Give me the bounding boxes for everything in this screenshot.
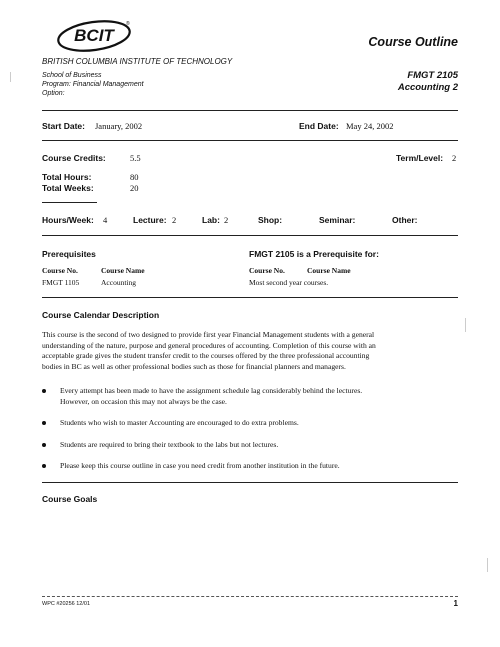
calendar-line: acceptable grade gives the student transfer credit to the courses offered by the three professional accounting — [42, 351, 370, 361]
divider — [42, 110, 458, 111]
start-date-label: Start Date: — [42, 121, 85, 131]
prereq-for-col-course-no: Course No. — [249, 266, 285, 275]
start-date-value: January, 2002 — [95, 121, 143, 131]
lab-value: 2 — [224, 215, 229, 225]
prereq-for-col-course-name: Course Name — [307, 266, 351, 275]
page-number: 1 — [453, 599, 458, 608]
divider — [42, 140, 458, 141]
course-name: Accounting 2 — [397, 82, 458, 93]
end-date-value: May 24, 2002 — [346, 121, 394, 131]
bullet-dot — [42, 443, 46, 447]
scan-mark — [465, 318, 466, 332]
document-title: Course Outline — [368, 35, 458, 49]
bullet-text: Every attempt has been made to have the assignment schedule lag considerably behind the lectures. — [60, 386, 363, 395]
bcit-logo — [54, 16, 132, 54]
divider — [42, 235, 458, 236]
course-code-block — [398, 70, 458, 94]
total-weeks-value: 20 — [130, 183, 139, 193]
form-id: WPC #20256 12/01 — [42, 601, 91, 607]
prereq-course-name: Accounting — [101, 278, 136, 287]
bullet-text: Students are required to bring their textbook to the labs but not lectures. — [60, 440, 279, 449]
school-block — [42, 71, 144, 98]
hours-per-week-label: Hours/Week: — [42, 215, 94, 225]
logo-text: BCIT — [74, 26, 114, 45]
total-hours-label: Total Hours: — [42, 172, 92, 182]
bullet-dot — [42, 421, 46, 425]
calendar-description — [42, 330, 460, 372]
divider — [42, 297, 458, 298]
option-label: Option: — [42, 90, 65, 97]
lecture-label: Lecture: — [133, 215, 167, 225]
school-name: School of Business — [42, 72, 102, 79]
divider — [42, 482, 458, 483]
scan-mark — [487, 558, 488, 572]
hours-per-week-value: 4 — [103, 215, 108, 225]
institution-name: BRITISH COLUMBIA INSTITUTE OF TECHNOLOGY — [42, 57, 233, 66]
bullet-text: Students who wish to master Accounting are encouraged to do extra problems. — [60, 418, 299, 427]
term-level-label: Term/Level: — [396, 153, 444, 163]
bullet-item — [42, 461, 460, 472]
bullet-text: However, on occasion this may not always be the case. — [60, 396, 227, 406]
prereq-for-note: Most second year courses. — [249, 278, 329, 287]
bullet-item — [42, 386, 460, 407]
total-weeks-label: Total Weeks: — [42, 183, 94, 193]
bullet-text: Please keep this course outline in case you need credit from another institution in the future. — [60, 461, 340, 470]
calendar-description-title: Course Calendar Description — [42, 310, 160, 320]
seminar-label: Seminar: — [319, 215, 356, 225]
prerequisites-title: Prerequisites — [42, 249, 96, 259]
calendar-line: bodies in BC as well as other professional bodies such as those for financial planners and managers. — [42, 361, 346, 371]
divider — [42, 202, 97, 203]
prereq-col-course-name: Course Name — [101, 266, 145, 275]
prerequisite-for-title: FMGT 2105 is a Prerequisite for: — [249, 249, 379, 259]
term-level-value: 2 — [452, 153, 457, 163]
end-date-label: End Date: — [299, 121, 339, 131]
total-hours-value: 80 — [130, 172, 139, 182]
prereq-col-course-no: Course No. — [42, 266, 78, 275]
course-goals-title: Course Goals — [42, 494, 98, 504]
bullet-item — [42, 440, 460, 451]
other-label: Other: — [392, 215, 418, 225]
bullet-dot — [42, 464, 46, 468]
lecture-value: 2 — [172, 215, 177, 225]
svg-text:®: ® — [126, 21, 130, 27]
bullet-dot — [42, 389, 46, 393]
course-code: FMGT 2105 — [407, 70, 458, 81]
calendar-line: This course is the second of two designed to provide first year Financial Management students with a general — [42, 330, 375, 339]
footer-divider — [42, 596, 458, 597]
bullet-item — [42, 418, 460, 429]
scan-mark — [10, 72, 11, 82]
prereq-course-no: FMGT 1105 — [42, 278, 80, 287]
shop-label: Shop: — [258, 215, 283, 225]
lab-label: Lab: — [202, 215, 220, 225]
course-credits-label: Course Credits: — [42, 153, 106, 163]
course-credits-value: 5.5 — [130, 153, 141, 163]
program-name: Program: Financial Management — [42, 81, 144, 88]
calendar-line: understanding of the nature, purpose and general procedures of accounting. Completion of this course with an — [42, 340, 376, 350]
